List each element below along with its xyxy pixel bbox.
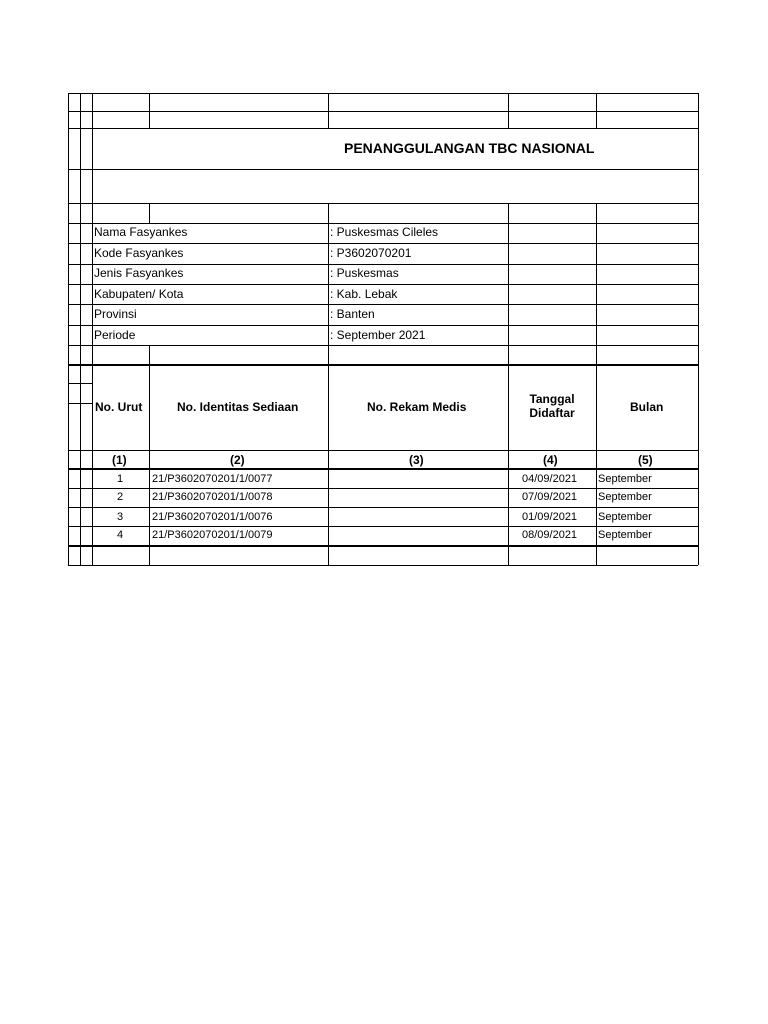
info-label-provinsi: Provinsi (94, 307, 137, 321)
grid-line (68, 243, 698, 244)
grid-line (68, 304, 698, 305)
info-label-kode: Kode Fasyankes (94, 246, 184, 260)
cell-id: 21/P3602070201/1/0079 (152, 529, 273, 541)
info-value-kode: : P3602070201 (330, 246, 412, 260)
cell-tanggal: 01/09/2021 (522, 511, 578, 523)
grid-line (68, 383, 92, 384)
grid-line (68, 468, 698, 470)
info-label-periode: Periode (94, 328, 136, 342)
info-value-kabupaten: : Kab. Lebak (330, 287, 398, 301)
grid-line (68, 169, 698, 170)
grid-line (68, 488, 698, 489)
grid-line (596, 93, 597, 128)
header-no-urut: No. Urut (95, 400, 143, 414)
grid-line (80, 93, 81, 565)
info-value-jenis: : Puskesmas (330, 266, 399, 280)
cell-no: 2 (117, 491, 124, 503)
grid-line (596, 203, 597, 565)
cell-bulan: September (598, 491, 652, 503)
info-label-jenis: Jenis Fasyankes (94, 266, 184, 280)
grid-line (68, 403, 92, 404)
header-bulan: Bulan (630, 400, 664, 414)
cell-tanggal: 07/09/2021 (522, 491, 578, 503)
grid-line (698, 93, 699, 565)
info-label-nama: Nama Fasyankes (94, 225, 188, 239)
info-value-periode: : September 2021 (330, 328, 426, 342)
grid-line (68, 284, 698, 285)
cell-tanggal: 04/09/2021 (522, 473, 578, 485)
grid-line (68, 111, 698, 112)
grid-line (328, 93, 329, 128)
cell-bulan: September (598, 473, 652, 485)
cell-no: 3 (117, 511, 124, 523)
grid-line (68, 264, 698, 265)
info-value-nama: : Puskesmas Cileles (330, 225, 439, 239)
grid-line (68, 93, 698, 94)
grid-line (68, 526, 698, 527)
grid-line (68, 93, 69, 565)
colnum-2: (2) (230, 453, 245, 467)
header-no-rekam-medis: No. Rekam Medis (367, 400, 467, 414)
grid-line (68, 507, 698, 508)
grid-line (149, 345, 150, 565)
grid-line (149, 93, 150, 128)
cell-no: 1 (117, 473, 124, 485)
grid-line (68, 128, 698, 129)
colnum-5: (5) (638, 453, 653, 467)
grid-line (68, 565, 698, 566)
grid-line (68, 345, 698, 346)
cell-no: 4 (117, 529, 124, 541)
cell-bulan: September (598, 529, 652, 541)
cell-id: 21/P3602070201/1/0078 (152, 491, 273, 503)
grid-line (68, 325, 698, 326)
grid-line (68, 450, 698, 451)
colnum-1: (1) (112, 453, 127, 467)
header-tanggal-didaftar: Tanggal Didaftar (529, 392, 575, 420)
grid-line (508, 93, 509, 128)
cell-bulan: September (598, 511, 652, 523)
grid-line (508, 203, 509, 565)
grid-line (68, 545, 698, 547)
grid-line (92, 93, 93, 565)
document-title: PENANGGULANGAN TBC NASIONAL (344, 140, 595, 156)
grid-line (328, 203, 329, 565)
cell-tanggal: 08/09/2021 (522, 529, 578, 541)
colnum-3: (3) (409, 453, 424, 467)
grid-line (68, 203, 698, 204)
grid-line (149, 203, 150, 223)
colnum-4: (4) (543, 453, 558, 467)
grid-line (68, 364, 698, 366)
cell-id: 21/P3602070201/1/0077 (152, 473, 273, 485)
cell-id: 21/P3602070201/1/0076 (152, 511, 273, 523)
header-no-identitas: No. Identitas Sediaan (177, 400, 299, 414)
grid-line (68, 223, 698, 224)
info-value-provinsi: : Banten (330, 307, 375, 321)
info-label-kabupaten: Kabupaten/ Kota (94, 287, 184, 301)
